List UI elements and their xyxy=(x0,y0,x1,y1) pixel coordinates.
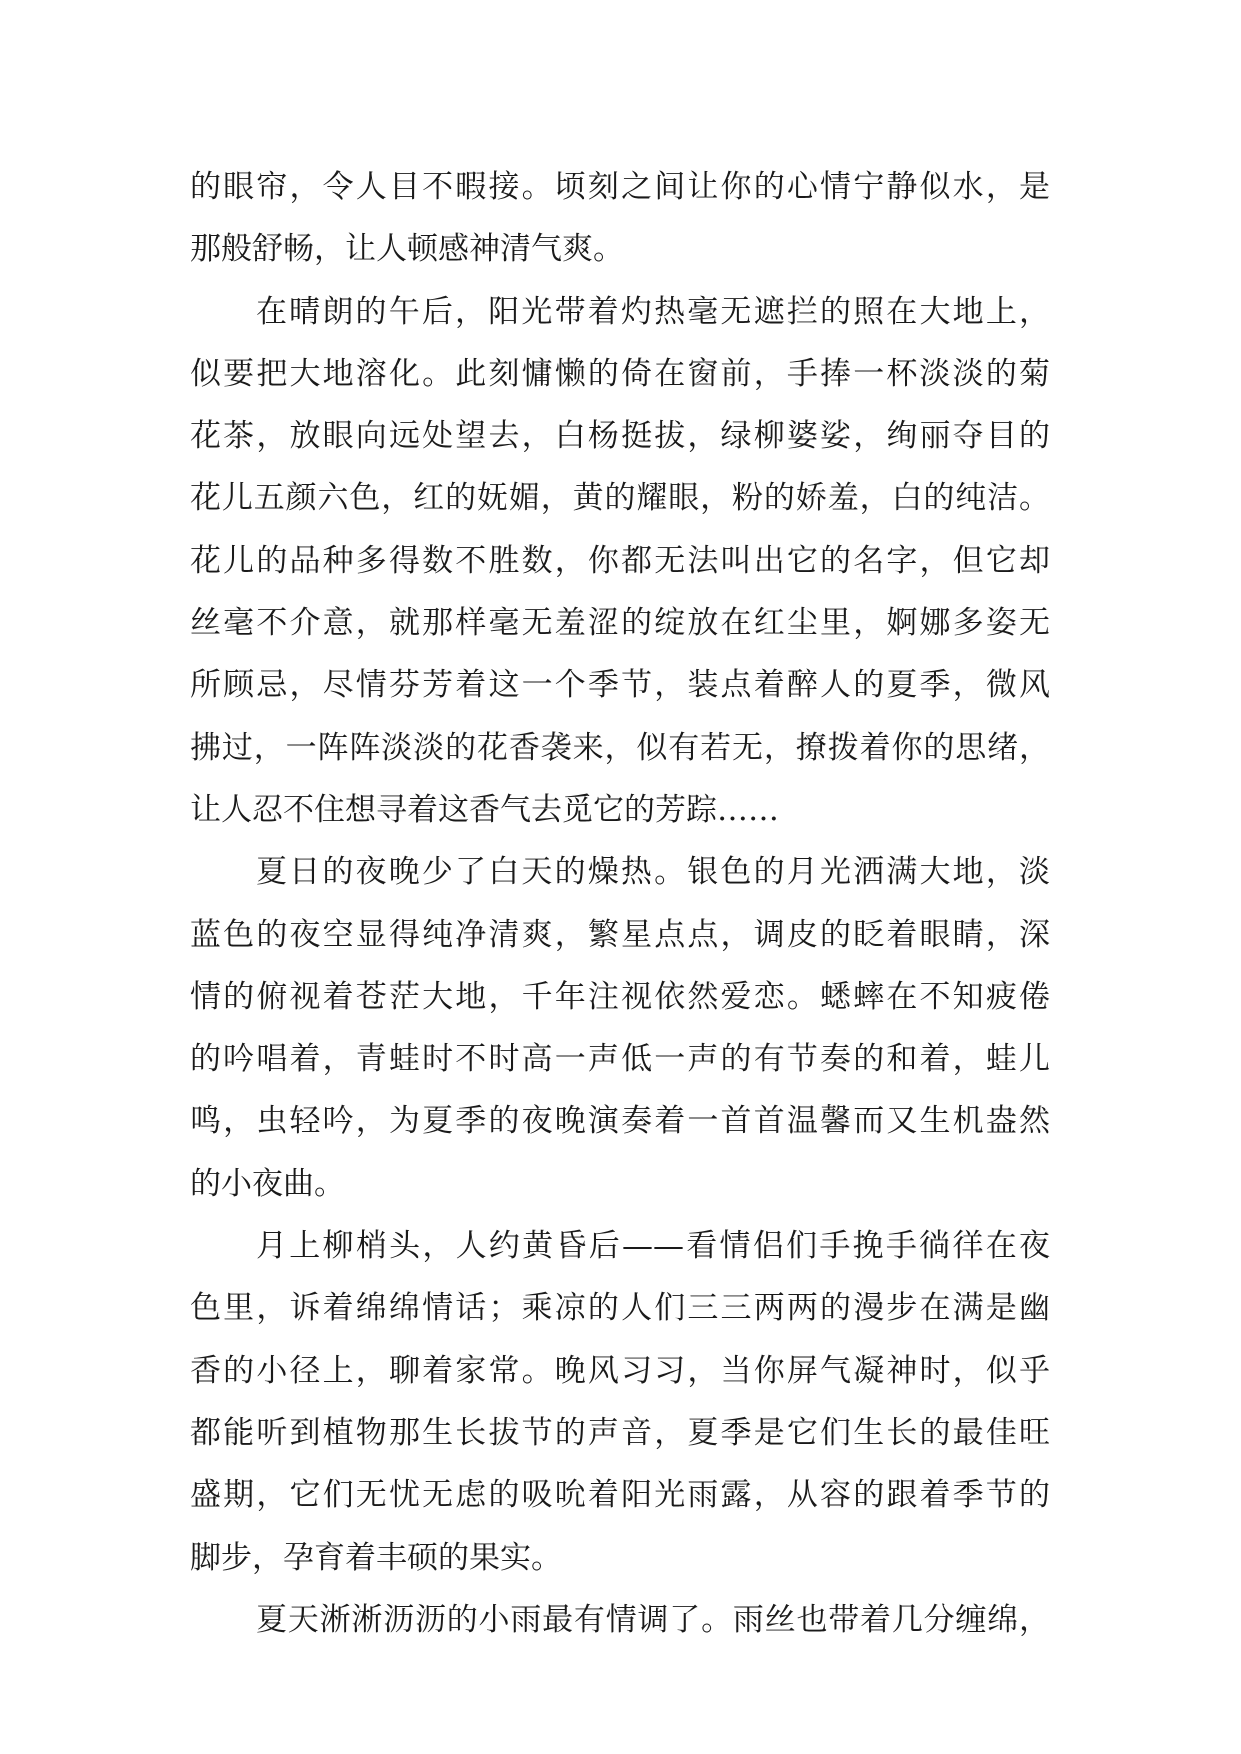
text-line: 色里，诉着绵绵情话；乘凉的人们三三两两的漫步在满是幽 xyxy=(190,1290,1050,1327)
text-line: 在晴朗的午后，阳光带着灼热毫无遮拦的照在大地上， xyxy=(256,293,1050,330)
text-line: 月上柳梢头，人约黄昏后——看情侣们手挽手徜徉在夜 xyxy=(256,1228,1050,1265)
text-line: 所顾忌，尽情芬芳着这一个季节，装点着醉人的夏季，微风 xyxy=(190,667,1050,704)
text-line: 蓝色的夜空显得纯净清爽，繁星点点，调皮的眨着眼睛，深 xyxy=(190,916,1050,953)
text-line: 都能听到植物那生长拔节的声音，夏季是它们生长的最佳旺 xyxy=(190,1414,1050,1451)
text-line: 花儿五颜六色，红的妩媚，黄的耀眼，粉的娇羞，白的纯洁。 xyxy=(190,480,1050,517)
text-line: 的吟唱着，青蛙时不时高一声低一声的有节奏的和着，蛙儿 xyxy=(190,1041,1050,1078)
text-line: 的小夜曲。 xyxy=(190,1165,345,1202)
text-line: 花茶，放眼向远处望去，白杨挺拔，绿柳婆娑，绚丽夺目的 xyxy=(190,418,1050,455)
text-line: 夏天淅淅沥沥的小雨最有情调了。雨丝也带着几分缠绵， xyxy=(256,1601,1050,1638)
text-line: 拂过，一阵阵淡淡的花香袭来，似有若无，撩拨着你的思绪， xyxy=(190,729,1050,766)
text-line: 花儿的品种多得数不胜数，你都无法叫出它的名字，但它却 xyxy=(190,542,1050,579)
text-line: 盛期，它们无忧无虑的吸吮着阳光雨露，从容的跟着季节的 xyxy=(190,1477,1050,1514)
text-line: 似要把大地溶化。此刻慵懒的倚在窗前，手捧一杯淡淡的菊 xyxy=(190,355,1050,392)
text-line: 夏日的夜晚少了白天的燥热。银色的月光洒满大地，淡 xyxy=(256,854,1050,891)
text-line: 情的俯视着苍茫大地，千年注视依然爱恋。蟋蟀在不知疲倦 xyxy=(190,978,1050,1015)
document-body xyxy=(190,156,1050,1651)
text-line: 丝毫不介意，就那样毫无羞涩的绽放在红尘里，婀娜多姿无 xyxy=(190,605,1050,642)
text-line: 脚步，孕育着丰硕的果实。 xyxy=(190,1539,562,1576)
text-line: 香的小径上，聊着家常。晚风习习，当你屏气凝神时，似乎 xyxy=(190,1352,1050,1389)
text-line: 让人忍不住想寻着这香气去觅它的芳踪…… xyxy=(190,791,779,828)
text-line: 的眼帘，令人目不暇接。顷刻之间让你的心情宁静似水，是 xyxy=(190,169,1050,205)
text-line: 鸣，虫轻吟，为夏季的夜晚演奏着一首首温馨而又生机盎然 xyxy=(190,1103,1050,1140)
text-line: 那般舒畅，让人顿感神清气爽。 xyxy=(190,231,624,268)
